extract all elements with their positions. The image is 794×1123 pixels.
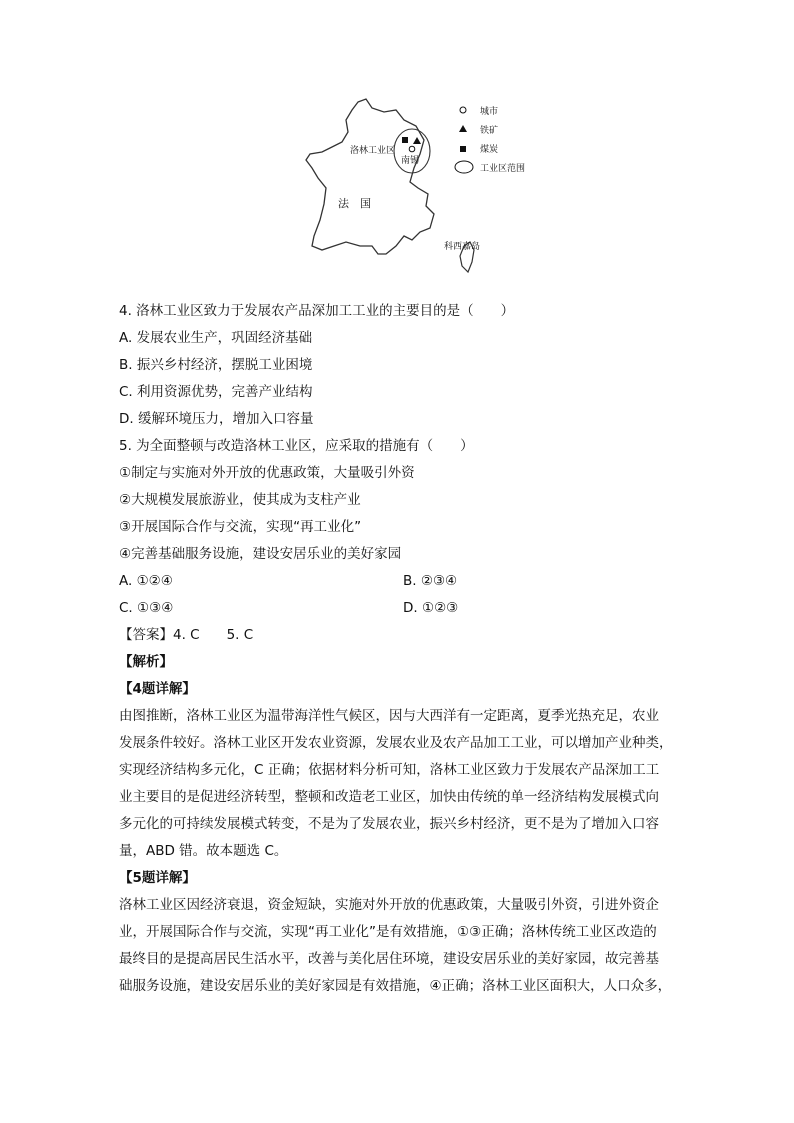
q5-options-row-1 bbox=[119, 568, 679, 595]
q5-item-1: ①制定与实施对外开放的优惠政策，大量吸引外资 bbox=[119, 465, 415, 481]
coal-icon bbox=[402, 137, 408, 143]
legend-coal-label: 煤炭 bbox=[480, 145, 499, 155]
analysis-title: 【解析】 bbox=[119, 654, 173, 670]
q4-detail-line: 发展条件较好。洛林工业区开发农业资源，发展农业及农产品加工工业，可以增加产业种类， bbox=[119, 735, 673, 751]
france-label: 法 国 bbox=[338, 197, 371, 210]
q4-detail-line: 业主要目的是促进经济转型，整顿和改造老工业区，加快由传统的单一经济结构发展模式向 bbox=[119, 789, 659, 805]
nancy-label: 南锡 bbox=[401, 156, 420, 166]
france-map-figure bbox=[300, 96, 540, 276]
q5-option-d: D. ①②③ bbox=[403, 600, 459, 616]
legend-coal-icon bbox=[460, 146, 466, 152]
q4-detail bbox=[119, 703, 679, 865]
q5-detail-line: 础服务设施，建设安居乐业的美好家园是有效措施，④正确；洛林工业区面积大，人口众多， bbox=[119, 978, 672, 994]
nancy-city-icon bbox=[409, 146, 415, 152]
legend-city-label: 城市 bbox=[480, 107, 499, 117]
france-outline bbox=[306, 99, 434, 254]
corsica-label: 科西嘉岛 bbox=[444, 242, 481, 252]
q5-option-b: B. ②③④ bbox=[403, 573, 458, 589]
q4-detail-line: 由图推断，洛林工业区为温带海洋性气候区，因与大西洋有一定距离，夏季光热充足，农业 bbox=[119, 708, 659, 724]
q4-detail-line: 实现经济结构多元化，C 正确；依据材料分析可知，洛林工业区致力于发展农产品深加工工 bbox=[119, 762, 660, 778]
q5-item-2: ②大规模发展旅游业，使其成为支柱产业 bbox=[119, 492, 361, 508]
q5-option-c: C. ①③④ bbox=[119, 600, 174, 616]
legend-zone-label: 工业区范围 bbox=[480, 164, 526, 174]
q5-detail-line: 业，开展国际合作与交流，实现“再工业化”是有效措施，①③正确；洛林传统工业区改造的 bbox=[119, 924, 657, 940]
q4-detail-line: 量，ABD 错。故本题选 C。 bbox=[119, 843, 288, 859]
q4-stem: 4. 洛林工业区致力于发展农产品深加工工业的主要目的是（ ） bbox=[119, 303, 515, 319]
q5-detail bbox=[119, 892, 679, 1000]
document-body bbox=[119, 298, 679, 1000]
france-map bbox=[300, 96, 540, 276]
q5-item-4: ④完善基础服务设施，建设安居乐业的美好家园 bbox=[119, 546, 402, 562]
q4-option-c: C. 利用资源优势，完善产业结构 bbox=[119, 384, 313, 400]
q4-detail-title: 【4题详解】 bbox=[119, 681, 196, 697]
q4-option-a: A. 发展农业生产，巩固经济基础 bbox=[119, 330, 313, 346]
q4-option-d: D. 缓解环境压力，增加入口容量 bbox=[119, 411, 314, 427]
legend-iron-label: 铁矿 bbox=[480, 126, 499, 136]
q5-stem: 5. 为全面整顿与改造洛林工业区，应采取的措施有（ ） bbox=[119, 438, 474, 454]
q5-item-3: ③开展国际合作与交流，实现“再工业化” bbox=[119, 519, 362, 535]
iron-triangle-icon bbox=[413, 137, 421, 144]
legend-city-icon bbox=[460, 107, 466, 113]
q5-detail-title: 【5题详解】 bbox=[119, 870, 196, 886]
q4-detail-line: 多元化的可持续发展模式转变，不是为了发展农业，振兴乡村经济，更不是为了增加入口容 bbox=[119, 816, 659, 832]
q5-detail-line: 洛林工业区因经济衰退，资金短缺，实施对外开放的优惠政策，大量吸引外资，引进外资企 bbox=[119, 897, 659, 913]
q5-option-a: A. ①②④ bbox=[119, 573, 173, 589]
legend-zone-icon bbox=[455, 161, 473, 173]
legend-iron-icon bbox=[459, 125, 467, 132]
q4-option-b: B. 振兴乡村经济，摆脱工业困境 bbox=[119, 357, 313, 373]
answer-line: 【答案】4. C 5. C bbox=[119, 627, 254, 643]
q5-detail-line: 最终目的是提高居民生活水平，改善与美化居住环境，建设安居乐业的美好家园，故完善基 bbox=[119, 951, 659, 967]
lorraine-label: 洛林工业区 bbox=[350, 146, 396, 156]
q5-options-row-2 bbox=[119, 595, 679, 622]
